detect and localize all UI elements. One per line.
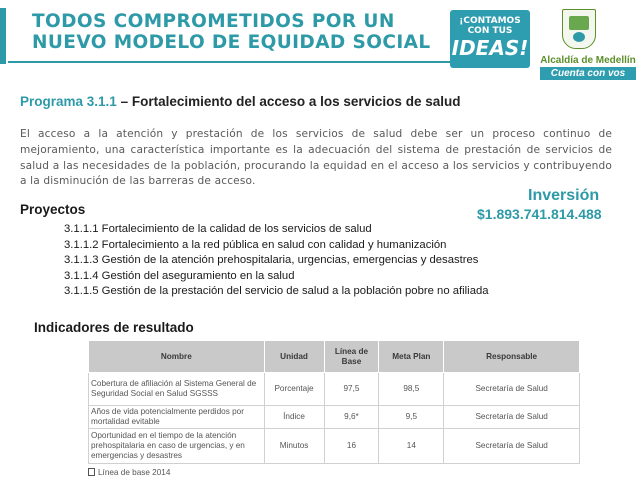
cuenta-con-vos-banner: Cuenta con vos [540,67,636,80]
project-item: 3.1.1.3 Gestión de la atención prehospitalaria, urgencias, emergencias y desastres [64,254,479,267]
cell-unidad: Índice [264,406,324,429]
crest-emblem-shape [573,32,585,42]
cell-meta-plan: 98,5 [379,373,444,406]
cell-responsable: Secretaría de Salud [444,373,580,406]
crest-shield-shape [569,16,589,30]
projects-heading: Proyectos [20,202,86,217]
column-header-responsable: Responsable [444,341,580,373]
cell-nombre: Cobertura de afiliación al Sistema General de Seguridad Social en Salud SGSSS [89,373,265,406]
investment-value: $1.893.741.814.488 [477,206,602,222]
cell-meta-plan: 9,5 [379,406,444,429]
column-header-nombre: Nombre [89,341,265,373]
contamos-logo-line2: CON TUS [467,26,513,36]
program-heading [20,94,460,109]
cell-nombre: Oportunidad en el tiempo de la atención prehospitalaria en caso de urgencias, y en emergencias y desastres [89,429,265,464]
cell-linea-base: 97,5 [324,373,379,406]
cell-nombre: Años de vida potencialmente perdidos por mortalidad evitable [89,406,265,429]
table-row [89,429,580,464]
program-code: Programa 3.1.1 [20,94,117,109]
contamos-logo-line3: IDEAS! [451,36,529,60]
note-icon [88,468,95,476]
projects-list [64,222,584,300]
cell-responsable: Secretaría de Salud [444,429,580,464]
page-title-line1: TODOS COMPROMETIDOS POR UN [32,11,395,32]
project-item: 3.1.1.1 Fortalecimiento de la calidad de los servicios de salud [64,223,372,235]
project-item: 3.1.1.4 Gestión del aseguramiento en la salud [64,269,295,282]
footnote-text: Línea de base 2014 [98,468,171,477]
project-item: 3.1.1.5 Gestión de la prestación del servicio de salud a la población pobre no afiliada [64,285,489,298]
indicators-table [88,340,580,464]
page-title-line2: NUEVO MODELO DE EQUIDAD SOCIAL [32,32,431,53]
alcaldia-logo-text: Alcaldía de Medellín [540,55,636,66]
program-name: – Fortalecimiento del acceso a los servicios de salud [116,94,461,109]
cell-unidad: Minutos [264,429,324,464]
project-item: 3.1.1.2 Fortalecimiento a la red pública en salud con calidad y humanización [64,238,447,251]
table-footnote [88,468,170,477]
cell-unidad: Porcentaje [264,373,324,406]
contamos-logo [450,10,530,68]
header-accent-bar [0,8,6,64]
page-title [32,11,452,53]
column-header-meta-plan: Meta Plan [379,341,444,373]
contamos-logo-line1: ¡CONTAMOS [459,16,521,26]
table-header-row [89,341,580,373]
column-header-unidad: Unidad [264,341,324,373]
medellin-crest-icon [562,9,596,49]
column-header-linea-base: Línea de Base [324,341,379,373]
table-row [89,406,580,429]
program-description: El acceso a la atención y prestación de los servicios de salud debe ser un proceso continuo de mejoramiento, una característica importante es la adecuación del sistema de prestación de servicios de salud a las necesidades de la población, procurando la equidad en el acceso a los servicios y contribuyendo a la disminución de las barreras de acceso. [20,128,612,188]
table-row [89,373,580,406]
header-divider [8,61,473,63]
cell-linea-base: 9,6* [324,406,379,429]
cell-responsable: Secretaría de Salud [444,406,580,429]
cell-meta-plan: 14 [379,429,444,464]
cell-linea-base: 16 [324,429,379,464]
indicators-heading: Indicadores de resultado [34,320,194,335]
investment-label: Inversión [528,187,600,204]
